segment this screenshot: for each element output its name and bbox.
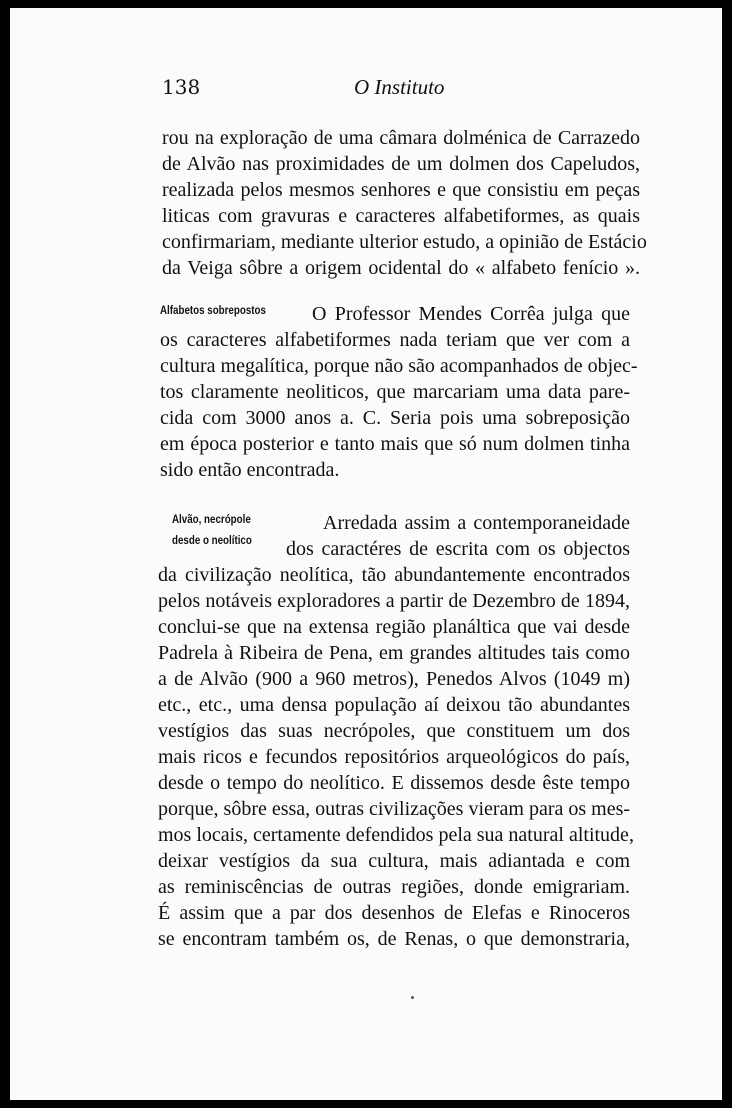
text-line: se encontram também os, de Renas, o que demonstraria, [158,928,630,950]
text-line: porque, sôbre essa, outras civilizações vieram para os mes- [158,798,631,820]
text-line: cida com 3000 anos a. C. Seria pois uma sobreposição [160,407,630,429]
text-line: vestígios das suas necrópoles, que constituem um dos [158,720,630,742]
text-line: da Veiga sôbre a origem ocidental do « alfabeto fenício ». [162,257,640,279]
text-line: as reminiscências de outras regiões, donde emigrariam. [158,876,630,898]
text-line: da civilização neolítica, tão abundantemente encontrados [158,564,630,586]
text-line: O Professor Mendes Corrêa julga que [312,303,630,325]
text-line: Padrela à Ribeira de Pena, em grandes altitudes tais como [158,642,630,664]
text-line: tos claramente neoliticos, que marcariam uma data pare- [160,381,630,403]
text-line: É assim que a par dos desenhos de Elefas e Rinoceros [158,902,630,924]
text-line: desde o tempo do neolítico. E dissemos desde êste tempo [158,772,630,794]
text-line: confirmariam, mediante ulterior estudo, a opinião de Estácio [162,231,647,253]
text-line: dos caractéres de escrita com os objectos [286,538,630,560]
text-line: etc., etc., uma densa população aí deixou tão abundantes [158,694,630,716]
ink-speck [411,996,414,999]
text-line: liticas com gravuras e caracteres alfabetiformes, as quais [162,205,640,227]
sidenote-desde-o-neolitico: desde o neolítico [172,535,252,547]
running-title: O Instituto [354,75,445,99]
page-number: 138 [162,75,201,99]
text-line: em época posterior e tanto mais que só num dolmen tinha [160,433,630,455]
sidenote-alvao-necropole: Alvão, necrópole [172,514,251,526]
text-line: cultura megalítica, porque não são acompanhados de objec- [160,355,638,377]
sidenote-alfabetos-sobrepostos: Alfabetos sobrepostos [160,305,266,317]
text-line: de Alvão nas proximidades de um dolmen dos Capeludos, [162,153,640,175]
text-line: realizada pelos mesmos senhores e que consistiu em peças [162,179,640,201]
text-line: deixar vestígios da sua cultura, mais adiantada e com [158,850,630,872]
text-line: a de Alvão (900 a 960 metros), Penedos Alvos (1049 m) [158,668,630,690]
text-line: mais ricos e fecundos repositórios arqueológicos do país, [158,746,630,768]
text-line: Arredada assim a contemporaneidade [323,512,630,534]
text-line: mos locais, certamente defendidos pela sua natural altitude, [158,824,634,846]
text-line: conclui-se que na extensa região planáltica que vai desde [158,616,630,638]
book-page [10,8,722,1100]
text-line: rou na exploração de uma câmara dolménica de Carrazedo [162,127,640,149]
text-line: pelos notáveis exploradores a partir de Dezembro de 1894, [158,590,630,612]
text-line: sido então encontrada. [160,459,340,481]
text-line: os caracteres alfabetiformes nada teriam que ver com a [160,329,630,351]
